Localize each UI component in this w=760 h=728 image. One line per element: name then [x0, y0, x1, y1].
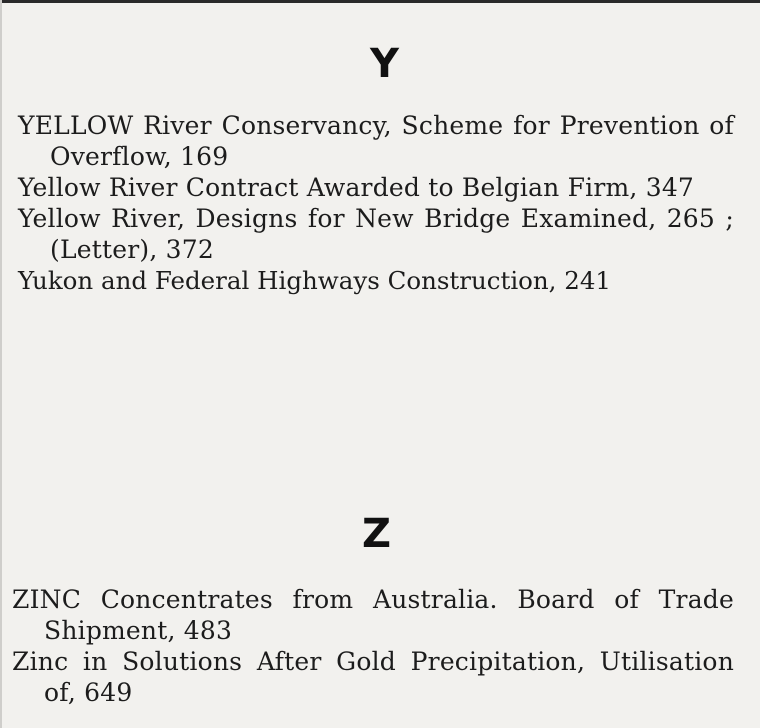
index-entry: Yellow River, Designs for New Bridge Examined, 265 ; (Letter), 372	[18, 204, 734, 264]
index-entry: Yukon and Federal Highways Construction, 241	[18, 266, 612, 295]
index-list-z	[12, 584, 734, 708]
index-list-y	[18, 110, 734, 296]
section-heading-y: Y	[370, 41, 399, 87]
section-heading-z: Z	[362, 511, 392, 557]
index-entry: YELLOW River Conservancy, Scheme for Prevention of Overflow, 169	[18, 111, 734, 171]
index-entry: Yellow River Contract Awarded to Belgian Firm, 347	[18, 173, 695, 202]
page-left-edge	[0, 0, 2, 728]
page-top-edge	[0, 0, 760, 3]
index-entry: ZINC Concentrates from Australia. Board of Trade Shipment, 483	[12, 585, 734, 645]
index-entry: Zinc in Solutions After Gold Precipitation, Utilisation of, 649	[12, 647, 734, 707]
